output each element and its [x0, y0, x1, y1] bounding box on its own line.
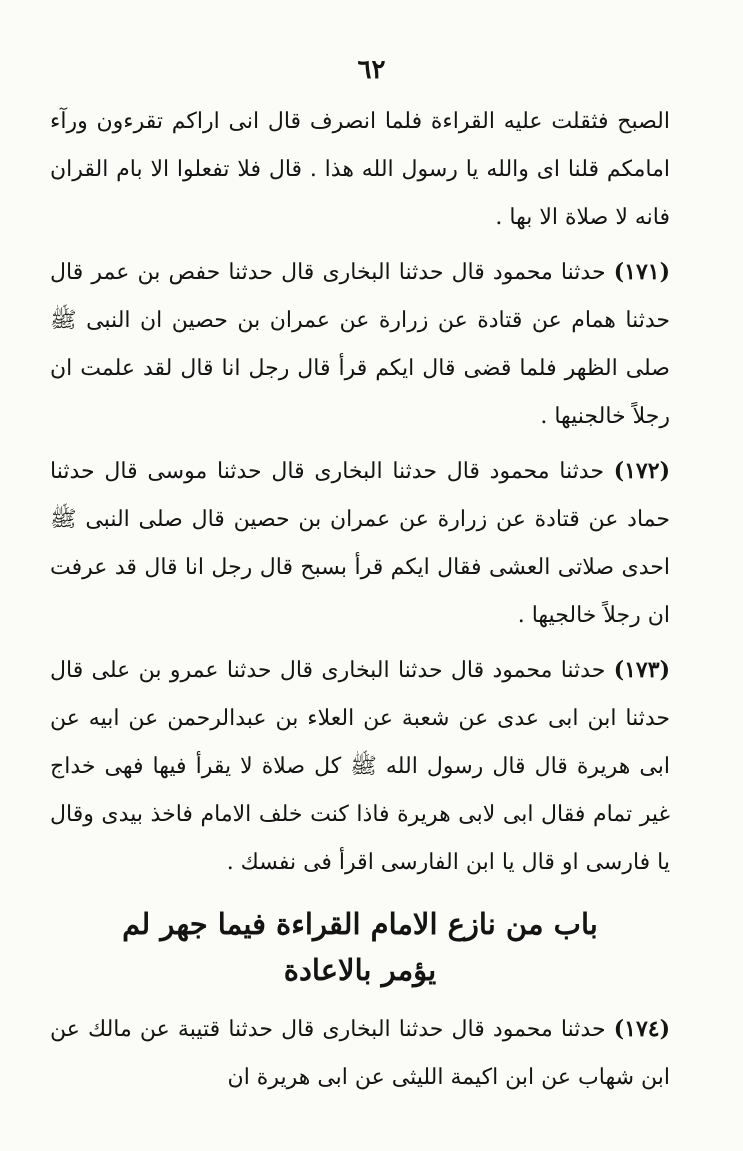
- hadith-number: (١٧٢): [613, 458, 670, 484]
- hadith-173: [50, 646, 670, 887]
- hadith-text: حدثنا محمود قال حدثنا البخارى قال حدثنا عمرو بن على قال حدثنا ابن ابى عدى عن شعبة عن العلاء بن عبدالرحمن عن ابيه عن ابى هريرة قال قال رسول الله ﷺ كل صلاة لا يقرأ فيها فهى خداج غير تمام فقال ابى لابى هريرة فاذا كنت خلف الامام فاخذ بيدى وقال يا فارسى او قال يا ابن الفارسى اقرأ فى نفسك .: [50, 658, 670, 875]
- hadith-text: حدثنا محمود قال حدثنا البخارى قال حدثنا قتيبة عن مالك عن ابن شهاب عن ابن اكيمة الليثى عن ابى هريرة ان: [50, 1017, 670, 1090]
- hadith-174: [50, 1005, 670, 1102]
- hadith-number: (١٧٤): [613, 1016, 670, 1042]
- hadith-text: حدثنا محمود قال حدثنا البخارى قال حدثنا موسى قال حدثنا حماد عن قتادة عن زرارة عن عمران بن حصين قال صلى النبى ﷺ احدى صلاتى العشى فقال ايكم قرأ بسبح قال رجل انا قال قد عرفت ان رجلاً خالجيها .: [50, 459, 670, 628]
- paragraph-text: الصبح فثقلت عليه القراءة فلما انصرف قال انى اراكم تقرءون ورآء امامكم قلنا اى والله يا رسول الله هذا . قال فلا تفعلوا الا بام القران فانه لا صلاة الا بها .: [50, 109, 670, 230]
- hadith-171: [50, 248, 670, 441]
- page-number: ٦٢: [357, 55, 386, 85]
- hadith-172: [50, 447, 670, 640]
- hadith-number: (١٧١): [613, 259, 670, 285]
- chapter-heading: [50, 901, 670, 993]
- page-body: [50, 98, 670, 1108]
- chapter-heading-line-2: يؤمر بالاعادة: [283, 953, 437, 987]
- hadith-text: حدثنا محمود قال حدثنا البخارى قال حدثنا حفص بن عمر قال حدثنا همام عن قتادة عن زرارة عن عمران بن حصين ان النبى ﷺ صلى الظهر فلما قضى قال ايكم قرأ قال رجل انا قال لقد علمت ان رجلاً خالجنيها .: [50, 260, 670, 429]
- hadith-number: (١٧٣): [613, 657, 670, 683]
- paragraph-continuation: [50, 98, 670, 242]
- chapter-heading-line-1: باب من نازع الامام القراءة فيما جهر لم: [122, 907, 598, 941]
